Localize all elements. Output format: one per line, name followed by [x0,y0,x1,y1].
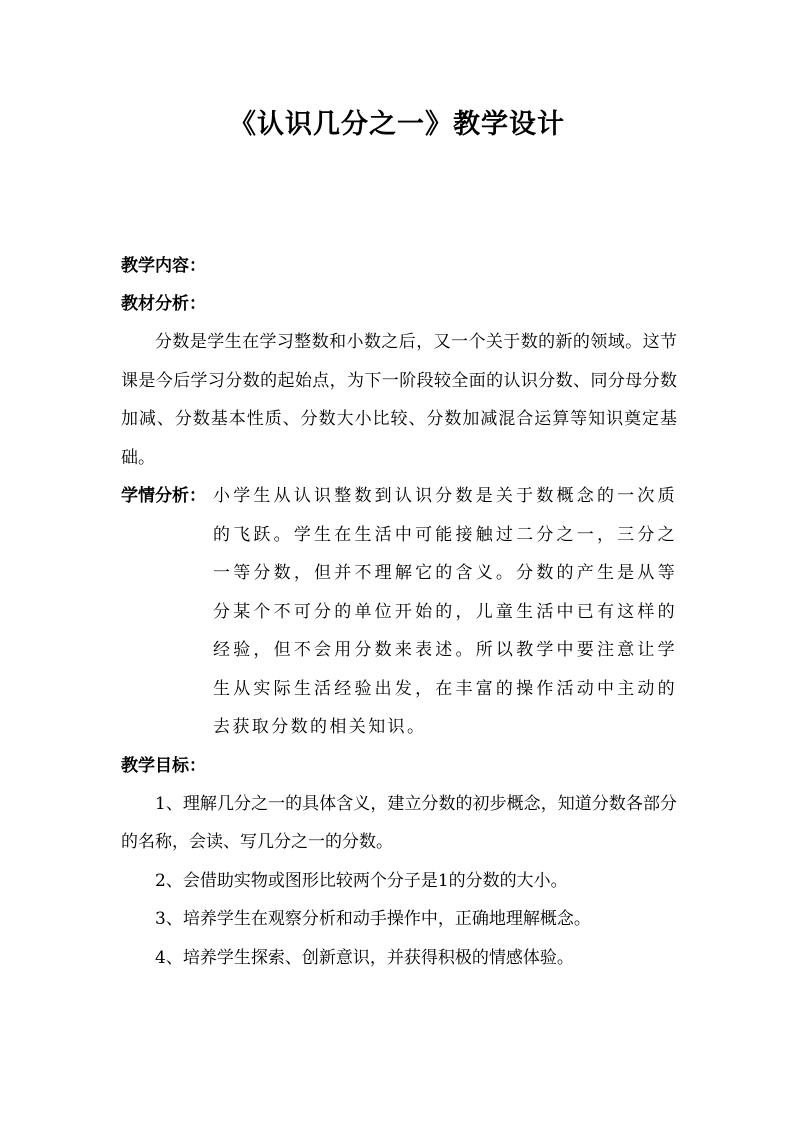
student-analysis-label: 学情分析： [121,486,206,506]
student-analysis-paragraph: 小学生从认识整数到认识分数是关于数概念的一次质的飞跃。学生在生活中可能接触过二分之一，三分之一等分数，但并不理解它的含义。分数的产生是从等分某个不可分的单位开始的，儿童生活中已有这样的经验，但不会用分数来表述。所以教学中要注意让学生从实际生活经验出发，在丰富的操作活动中主动的去获取分数的相关知识。 [213,486,677,737]
content-heading: 教学内容： [121,256,206,276]
goal-item: 4、培养学生探索、创新意识，并获得积极的情感体验。 [155,947,574,968]
goal-item: 3、培养学生在观察分析和动手操作中，正确地理解概念。 [155,909,591,929]
goal-item: 2、会借助实物或图形比较两个分子是1的分数的大小。 [155,870,568,891]
material-heading: 教材分析： [121,294,206,314]
goals-heading: 教学目标： [121,755,206,776]
document-title: 《认识几分之一》教学设计 [229,109,565,140]
goal-item: 1、理解几分之一的具体含义，建立分数的初步概念，知道分数各部分的名称，会读、写几分之一的分数。 [121,793,677,852]
student-analysis-row [121,477,677,747]
document-body [121,247,677,977]
material-paragraph: 分数是学生在学习整数和小数之后，又一个关于数的新的领域。这节课是今后学习分数的起始点，为下一阶段较全面的认识分数、同分母分数加减、分数基本性质、分数大小比较、分数加减混合运算等知识奠定基础。 [121,332,677,468]
